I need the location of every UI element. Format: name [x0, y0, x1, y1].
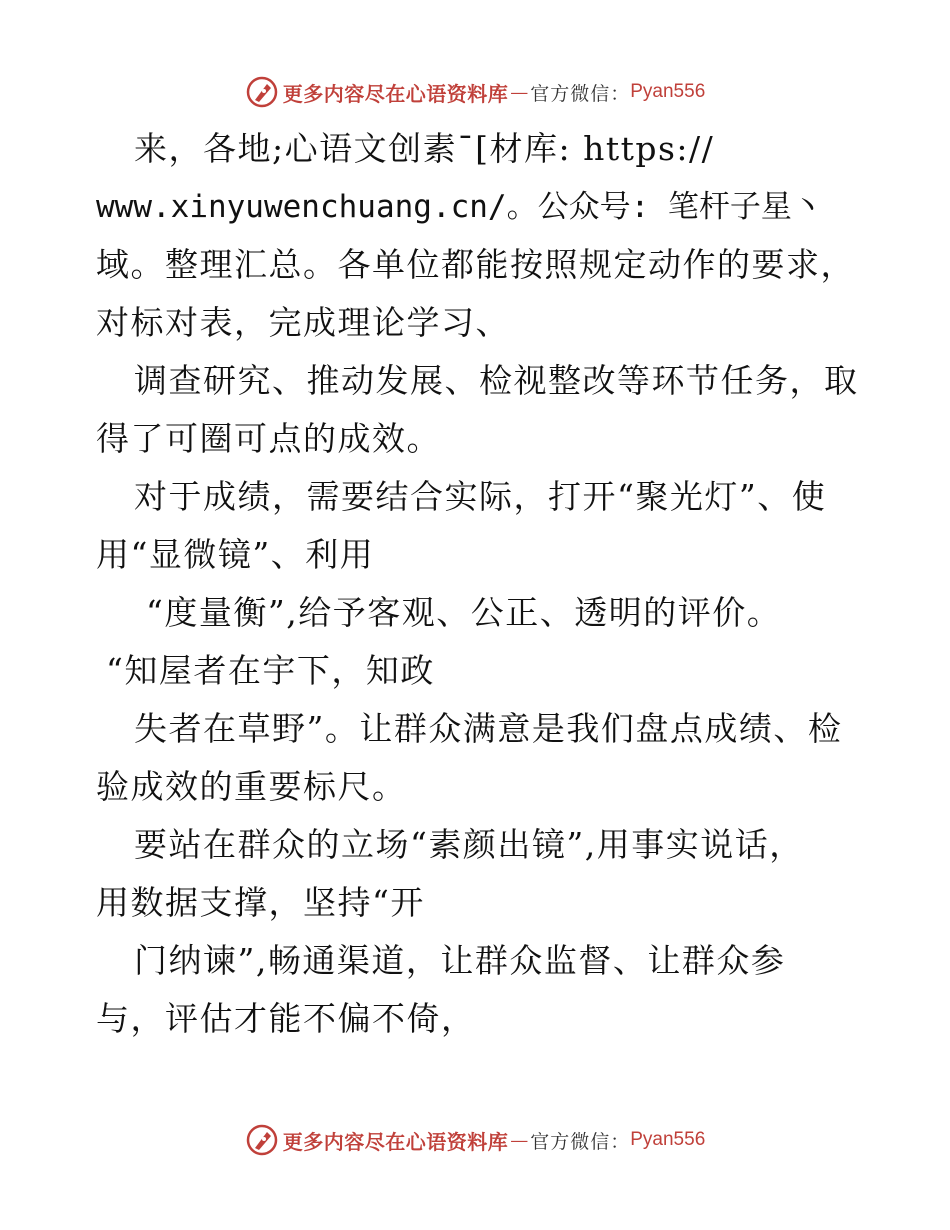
body-line: 域。整理汇总。各单位都能按照规定动作的要求， — [96, 245, 855, 284]
body-line: “度量衡”,给予客观、公正、透明的评价。 — [146, 593, 782, 632]
body-line: 得了可圈可点的成效。 — [96, 419, 441, 458]
footer-label: 官方微信： — [530, 1130, 631, 1153]
body-line: 对于成绩，需要结合实际，打开“聚光灯”、使 — [134, 477, 827, 516]
body-line: 用数据支撑，坚持“开 — [96, 883, 425, 922]
header-banner — [0, 72, 950, 112]
body-line: 要站在群众的立场“素颜出镜”,用事实说话， — [134, 825, 804, 864]
body-line: 来，各地;心语文创素¯[材库: https:// — [134, 129, 715, 168]
body-line: 对标对表，完成理论学习、 — [96, 303, 510, 342]
pen-nib-logo-icon — [245, 1123, 279, 1157]
body-line: 与，评估才能不偏不倚， — [96, 999, 476, 1038]
body-line: 用“显微镜”、利用 — [96, 535, 375, 574]
header-title: 更多内容尽在心语资料库 — [282, 81, 509, 106]
footer-dash: — — [510, 1129, 529, 1151]
body-line: 调查研究、推动发展、检视整改等环节任务，取 — [134, 361, 859, 400]
body-line: 验成效的重要标尺。 — [96, 767, 407, 806]
footer-banner — [0, 1120, 950, 1160]
pen-nib-logo-icon — [245, 75, 279, 109]
document-body — [96, 120, 896, 1048]
body-line: 门纳谏”,畅通渠道，让群众监督、让群众参 — [134, 941, 786, 980]
header-dash: — — [510, 81, 529, 103]
body-line: “知屋者在宇下，知政 — [106, 651, 435, 690]
footer-title: 更多内容尽在心语资料库 — [282, 1129, 509, 1154]
body-line: www.xinyuwenchuang.cn/。公众号: 笔杆子星丶 — [96, 189, 823, 225]
body-line: 失者在草野”。让群众满意是我们盘点成绩、检 — [134, 709, 843, 748]
footer-account: Pyan556 — [630, 1129, 706, 1150]
header-label: 官方微信： — [530, 82, 631, 105]
header-account: Pyan556 — [630, 81, 706, 102]
